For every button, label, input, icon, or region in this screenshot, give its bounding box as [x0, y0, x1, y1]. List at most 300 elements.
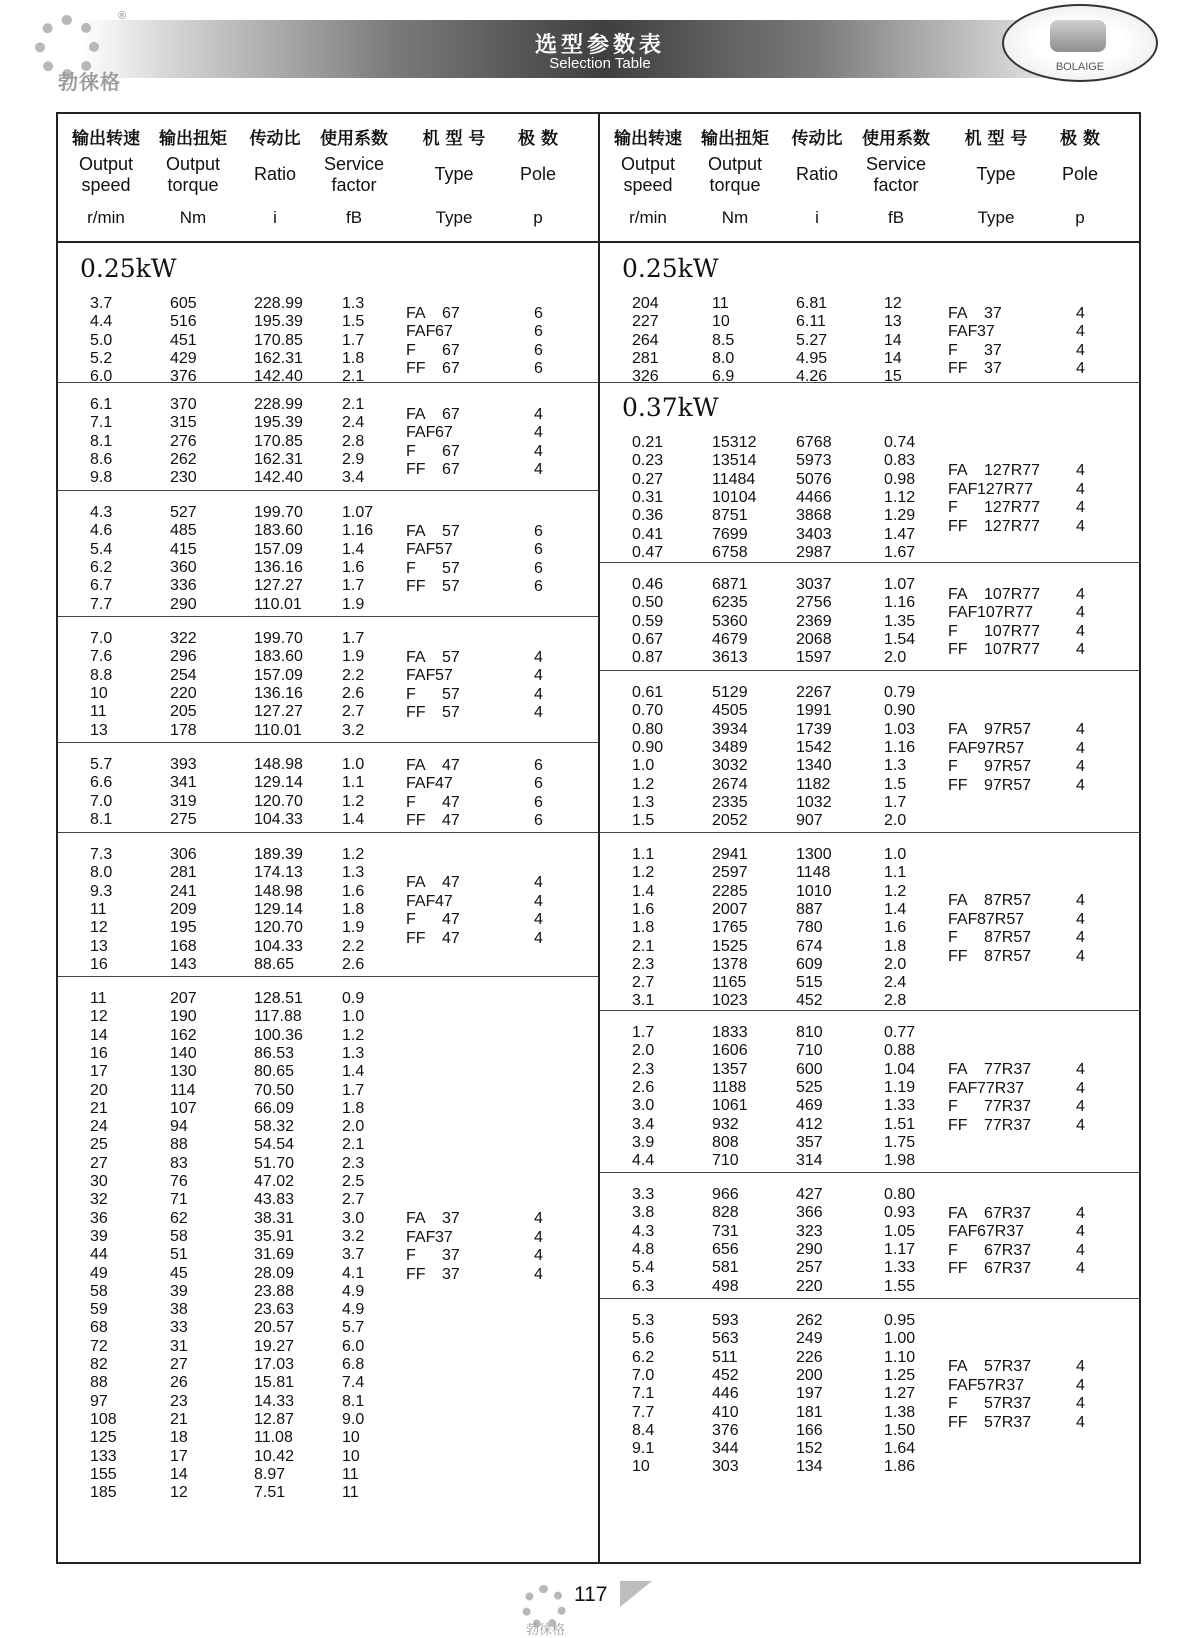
- pole-cell: 6: [534, 541, 543, 559]
- table-row: [600, 683, 1140, 702]
- output-torque-cell: 1765: [712, 919, 748, 937]
- output-speed-cell: 5.7: [90, 756, 113, 773]
- output-torque-cell: 485: [170, 522, 197, 540]
- type-prefix: FF: [948, 641, 968, 659]
- type-prefix: FA: [406, 756, 426, 774]
- output-torque-cell: 710: [712, 1152, 739, 1170]
- type-size: 57: [442, 648, 460, 666]
- type-prefix: FAF: [948, 1079, 978, 1097]
- service-factor-cell: 1.7: [884, 793, 907, 811]
- service-factor-cell: 1.7: [342, 1081, 365, 1099]
- pole-cell: 4: [534, 704, 543, 722]
- output-speed-cell: 0.80: [632, 720, 664, 738]
- output-torque-cell: 581: [712, 1259, 739, 1277]
- service-factor-cell: 2.2: [342, 666, 365, 684]
- type-size: 127R77: [984, 499, 1041, 517]
- column-header-unit: r/min: [629, 208, 667, 227]
- table-row: [58, 1026, 598, 1045]
- column-header-en: [693, 154, 777, 196]
- service-factor-cell: 1.4: [342, 810, 365, 828]
- type-line: [600, 323, 1140, 342]
- service-factor-cell: 6.0: [342, 1337, 365, 1355]
- ratio-cell: 127.27: [254, 703, 303, 721]
- pole-cell: 4: [534, 1228, 543, 1246]
- output-speed-cell: 8.4: [632, 1421, 655, 1439]
- service-factor-cell: 1.33: [884, 1097, 916, 1115]
- pole-cell: 4: [534, 1247, 543, 1265]
- pole-cell: 6: [534, 304, 543, 322]
- table-row: [58, 1117, 598, 1136]
- pole-cell: 4: [1076, 1223, 1085, 1241]
- output-speed-cell: 32: [90, 1191, 108, 1209]
- output-speed-cell: 3.9: [632, 1133, 655, 1151]
- output-speed-cell: 8.1: [90, 810, 113, 828]
- output-speed-cell: 1.6: [632, 900, 655, 918]
- type-size: 67: [442, 304, 460, 322]
- table-row: [600, 811, 1140, 830]
- pole-cell: 4: [1076, 499, 1085, 517]
- type-prefix: FAF: [406, 424, 436, 442]
- output-torque-cell: 341: [170, 774, 197, 792]
- column-header-en-line: Ratio: [795, 164, 839, 184]
- output-speed-cell: 1.7: [632, 1024, 655, 1041]
- ratio-cell: 452: [796, 992, 823, 1010]
- output-speed-cell: 7.0: [632, 1366, 655, 1384]
- type-size: 67: [442, 360, 460, 378]
- ratio-cell: 1739: [796, 720, 832, 738]
- service-factor-cell: 0.83: [884, 452, 916, 470]
- type-size: 87R57: [984, 947, 1032, 965]
- output-torque-cell: 3934: [712, 720, 748, 738]
- ratio-cell: 43.83: [254, 1191, 295, 1209]
- ratio-cell: 5.27: [796, 331, 828, 349]
- ratio-cell: 366: [796, 1204, 823, 1222]
- service-factor-cell: 1.9: [342, 595, 365, 613]
- type-prefix: FA: [948, 585, 968, 603]
- output-speed-cell: 8.1: [90, 432, 113, 450]
- service-factor-cell: 2.1: [342, 396, 365, 413]
- type-group: [600, 305, 1140, 379]
- type-size: 47: [442, 812, 460, 830]
- output-speed-cell: 9.3: [90, 882, 113, 900]
- type-prefix: FA: [406, 405, 426, 423]
- column-header-en: [941, 164, 1051, 185]
- service-factor-cell: 0.77: [884, 1024, 916, 1041]
- type-prefix: FF: [948, 776, 968, 794]
- power-rating: 0.37kW: [622, 393, 719, 422]
- ratio-cell: 134: [796, 1458, 823, 1476]
- service-factor-cell: 2.0: [884, 649, 907, 667]
- pole-cell: 4: [1076, 585, 1085, 603]
- type-size: 97R57: [984, 776, 1032, 794]
- column-header-en-line: Service: [865, 154, 927, 174]
- type-size: 57: [442, 559, 460, 577]
- type-line: [600, 1260, 1140, 1279]
- pole-cell: 6: [534, 578, 543, 596]
- service-factor-cell: 1.3: [342, 295, 365, 312]
- type-line: [600, 481, 1140, 500]
- output-speed-cell: 5.4: [632, 1259, 655, 1277]
- service-factor-cell: 1.5: [342, 313, 365, 331]
- service-factor-cell: 1.6: [342, 558, 365, 576]
- ratio-cell: 129.14: [254, 900, 303, 918]
- ratio-cell: 195.39: [254, 414, 303, 432]
- ratio-cell: 710: [796, 1042, 823, 1060]
- pole-cell: 4: [1076, 929, 1085, 947]
- service-factor-cell: 2.7: [342, 1191, 365, 1209]
- output-torque-cell: 8.0: [712, 349, 735, 367]
- type-prefix: FA: [406, 648, 426, 666]
- table-row: [58, 721, 598, 740]
- service-factor-cell: 1.04: [884, 1060, 916, 1078]
- service-factor-cell: 1.2: [342, 846, 365, 863]
- output-torque-cell: 275: [170, 810, 197, 828]
- column-header-unit: Type: [977, 208, 1015, 227]
- type-prefix: FAF: [406, 667, 436, 685]
- data-block: [600, 832, 1140, 1010]
- type-size: 37: [442, 1247, 460, 1265]
- pole-cell: 6: [534, 775, 543, 793]
- output-speed-cell: 0.47: [632, 543, 664, 561]
- output-torque-cell: 76: [170, 1173, 188, 1190]
- output-torque-cell: 2941: [712, 846, 748, 863]
- ratio-cell: 31.69: [254, 1246, 295, 1264]
- service-factor-cell: 1.7: [342, 577, 365, 595]
- ratio-cell: 110.01: [254, 721, 302, 739]
- type-line: [600, 1358, 1140, 1377]
- service-factor-cell: 1.29: [884, 507, 916, 525]
- type-prefix: FA: [948, 304, 968, 322]
- data-block: [600, 562, 1140, 670]
- service-factor-cell: 1.9: [342, 648, 365, 666]
- service-factor-cell: 2.0: [884, 812, 907, 830]
- type-line: [600, 758, 1140, 777]
- type-line: [600, 1080, 1140, 1099]
- column-header-unit: p: [533, 208, 543, 227]
- column-header-cn: 输出转速: [614, 129, 682, 149]
- output-speed-cell: 4.4: [90, 313, 113, 331]
- output-speed-cell: 0.67: [632, 630, 664, 648]
- output-torque-cell: 88: [170, 1136, 188, 1154]
- pole-cell: 4: [534, 461, 543, 479]
- type-line: [58, 874, 598, 893]
- type-prefix: F: [948, 1241, 958, 1259]
- pole-cell: 4: [1076, 622, 1085, 640]
- data-block: [58, 832, 598, 976]
- table-row: [58, 1447, 598, 1466]
- output-speed-cell: 1.3: [632, 793, 655, 811]
- type-size: 57: [435, 541, 453, 559]
- ratio-cell: 199.70: [254, 630, 303, 647]
- ratio-cell: 148.98: [254, 756, 303, 773]
- gearmotor-icon: [1050, 20, 1106, 52]
- output-torque-cell: 8751: [712, 507, 748, 525]
- type-prefix: FAF: [948, 1376, 978, 1394]
- type-prefix: FAF: [406, 775, 436, 793]
- output-speed-cell: 7.1: [90, 414, 113, 432]
- ratio-cell: 2267: [796, 684, 832, 701]
- pole-cell: 4: [1076, 341, 1085, 359]
- output-torque-cell: 12: [170, 1484, 188, 1502]
- output-speed-cell: 264: [632, 331, 659, 349]
- service-factor-cell: 1.8: [884, 937, 907, 955]
- column-header-en-line: Type: [434, 164, 474, 184]
- column-header-unit: i: [273, 208, 277, 227]
- registered-mark: ®: [118, 10, 127, 22]
- output-torque-cell: 130: [170, 1063, 197, 1081]
- ratio-cell: 226: [796, 1348, 823, 1366]
- output-speed-cell: 11: [90, 900, 107, 918]
- type-prefix: F: [948, 499, 958, 517]
- ratio-cell: 80.65: [254, 1063, 295, 1081]
- output-torque-cell: 51: [170, 1246, 188, 1264]
- ratio-cell: 357: [796, 1133, 823, 1151]
- output-speed-cell: 11: [90, 703, 107, 721]
- output-speed-cell: 3.1: [632, 992, 655, 1010]
- type-size: 97R57: [977, 739, 1025, 757]
- table-row: [600, 1439, 1140, 1458]
- output-torque-cell: 143: [170, 955, 197, 973]
- column-header-cn: 输出扭矩: [701, 129, 769, 149]
- output-torque-cell: 6871: [712, 576, 748, 593]
- type-prefix: FAF: [948, 323, 978, 341]
- ratio-cell: 290: [796, 1240, 823, 1258]
- output-speed-cell: 8.6: [90, 450, 113, 468]
- type-line: [58, 305, 598, 324]
- column-header-unit: i: [815, 208, 819, 227]
- output-torque-cell: 23: [170, 1392, 188, 1410]
- table-row: [58, 1135, 598, 1154]
- ratio-cell: 2369: [796, 612, 832, 630]
- output-torque-cell: 656: [712, 1240, 739, 1258]
- type-size: 37: [977, 323, 995, 341]
- output-speed-cell: 1.5: [632, 812, 655, 830]
- table-row: [600, 1311, 1140, 1330]
- pole-cell: 4: [1076, 1376, 1085, 1394]
- pole-cell: 4: [1076, 776, 1085, 794]
- ratio-cell: 220: [796, 1277, 823, 1295]
- pole-cell: 4: [1076, 641, 1085, 659]
- type-line: [58, 323, 598, 342]
- ratio-cell: 136.16: [254, 558, 303, 576]
- output-torque-cell: 114: [170, 1081, 196, 1099]
- type-size: 37: [984, 304, 1002, 322]
- service-factor-cell: 0.74: [884, 434, 916, 451]
- type-size: 37: [442, 1265, 460, 1283]
- service-factor-cell: 3.2: [342, 1227, 365, 1245]
- type-prefix: FF: [948, 517, 968, 535]
- output-speed-cell: 0.61: [632, 684, 664, 701]
- ratio-cell: 88.65: [254, 955, 295, 973]
- output-speed-cell: 10: [632, 1458, 650, 1476]
- service-factor-cell: 1.2: [342, 792, 365, 810]
- type-prefix: F: [406, 559, 416, 577]
- output-speed-cell: 7.3: [90, 846, 113, 863]
- output-torque-cell: 94: [170, 1118, 188, 1136]
- pole-cell: 4: [1076, 1358, 1085, 1376]
- column-header-en-line: Type: [976, 164, 1016, 184]
- ratio-cell: 104.33: [254, 937, 303, 955]
- service-factor-cell: 3.0: [342, 1209, 365, 1227]
- page-number: 117: [574, 1583, 608, 1606]
- output-torque-cell: 376: [712, 1421, 739, 1439]
- column-header-en-line: Output: [707, 154, 763, 174]
- service-factor-cell: 8.1: [342, 1392, 365, 1410]
- header-rule: [58, 241, 1139, 243]
- type-prefix: FAF: [406, 1228, 436, 1246]
- table-row: [600, 1041, 1140, 1060]
- service-factor-cell: 3.4: [342, 469, 365, 487]
- service-factor-cell: 1.3: [884, 757, 907, 775]
- type-prefix: FA: [948, 892, 968, 910]
- type-size: 37: [984, 341, 1002, 359]
- output-speed-cell: 5.2: [90, 349, 113, 367]
- type-size: 67: [442, 341, 460, 359]
- type-group: [600, 586, 1140, 660]
- ratio-cell: 1991: [796, 702, 832, 720]
- selection-table: [56, 112, 1141, 1564]
- ratio-cell: 200: [796, 1366, 823, 1384]
- output-speed-cell: 5.6: [632, 1330, 655, 1348]
- output-torque-cell: 241: [170, 882, 197, 900]
- type-line: [58, 461, 598, 480]
- column-header-en: [606, 154, 690, 196]
- ratio-cell: 70.50: [254, 1081, 295, 1099]
- data-block: [600, 670, 1140, 832]
- service-factor-cell: 1.1: [342, 774, 365, 792]
- pole-cell: 4: [1076, 1079, 1085, 1097]
- ratio-cell: 166: [796, 1421, 823, 1439]
- output-torque-cell: 605: [170, 295, 197, 312]
- service-factor-cell: 11: [342, 1484, 359, 1502]
- type-prefix: FA: [406, 522, 426, 540]
- output-speed-cell: 4.4: [632, 1152, 655, 1170]
- type-prefix: FAF: [406, 541, 436, 559]
- column-header-en-line: speed: [81, 175, 131, 195]
- service-factor-cell: 1.98: [884, 1152, 916, 1170]
- ratio-cell: 66.09: [254, 1099, 295, 1117]
- type-size: 37: [442, 1210, 460, 1228]
- output-torque-cell: 11: [712, 295, 729, 312]
- output-speed-cell: 4.3: [632, 1222, 655, 1240]
- type-line: [600, 1205, 1140, 1224]
- output-speed-cell: 2.3: [632, 1060, 655, 1078]
- column-header-en: [312, 154, 396, 196]
- output-torque-cell: 58: [170, 1227, 188, 1245]
- service-factor-cell: 1.17: [884, 1240, 916, 1258]
- ratio-cell: 120.70: [254, 919, 303, 937]
- output-torque-cell: 376: [170, 368, 197, 386]
- output-speed-cell: 7.7: [90, 595, 113, 613]
- type-prefix: F: [948, 758, 958, 776]
- pole-cell: 4: [1076, 1241, 1085, 1259]
- output-speed-cell: 0.41: [632, 525, 664, 543]
- pole-cell: 4: [1076, 517, 1085, 535]
- output-torque-cell: 2052: [712, 812, 748, 830]
- pole-cell: 4: [1076, 462, 1085, 480]
- type-line: [600, 305, 1140, 324]
- output-torque-cell: 303: [712, 1458, 739, 1476]
- pole-cell: 6: [534, 360, 543, 378]
- pole-cell: 4: [534, 648, 543, 666]
- ratio-cell: 148.98: [254, 882, 303, 900]
- output-speed-cell: 10: [90, 684, 108, 702]
- output-torque-cell: 1378: [712, 955, 748, 973]
- output-speed-cell: 8.8: [90, 666, 113, 684]
- type-prefix: F: [406, 1247, 416, 1265]
- type-prefix: F: [406, 341, 416, 359]
- output-speed-cell: 5.4: [90, 540, 113, 558]
- output-speed-cell: 2.6: [632, 1078, 655, 1096]
- column-header-en: [399, 164, 509, 185]
- output-speed-cell: 326: [632, 368, 659, 386]
- ratio-cell: 15.81: [254, 1374, 295, 1392]
- output-speed-cell: 185: [90, 1484, 117, 1502]
- ratio-cell: 117.88: [254, 1008, 302, 1026]
- pole-cell: 4: [534, 667, 543, 685]
- output-speed-cell: 39: [90, 1227, 108, 1245]
- pole-cell: 4: [1076, 892, 1085, 910]
- output-speed-cell: 6.3: [632, 1277, 655, 1295]
- type-prefix: F: [948, 622, 958, 640]
- table-row: [58, 1428, 598, 1447]
- type-group: [58, 1210, 598, 1284]
- output-speed-cell: 44: [90, 1246, 108, 1264]
- output-speed-cell: 9.8: [90, 469, 113, 487]
- output-torque-cell: 3032: [712, 757, 748, 775]
- service-factor-cell: 1.54: [884, 630, 916, 648]
- type-prefix: FA: [948, 462, 968, 480]
- column-header-en-line: Output: [165, 154, 221, 174]
- type-prefix: FF: [948, 1413, 968, 1431]
- table-row: [600, 991, 1140, 1010]
- type-size: 67R37: [984, 1260, 1032, 1278]
- pole-cell: 4: [534, 874, 543, 892]
- type-prefix: FA: [948, 1358, 968, 1376]
- data-block: [600, 1010, 1140, 1172]
- output-torque-cell: 516: [170, 313, 197, 331]
- service-factor-cell: 0.79: [884, 684, 916, 701]
- table-row: [58, 1373, 598, 1392]
- service-factor-cell: 1.8: [342, 349, 365, 367]
- type-line: [600, 911, 1140, 930]
- output-torque-cell: 2007: [712, 900, 748, 918]
- output-torque-cell: 2335: [712, 793, 748, 811]
- output-speed-cell: 24: [90, 1118, 108, 1136]
- column-header-cn: 传动比: [249, 129, 301, 149]
- table-row: [600, 1329, 1140, 1348]
- title-cn: 选型参数表: [534, 32, 665, 58]
- output-speed-cell: 1.4: [632, 882, 655, 900]
- type-line: [58, 406, 598, 425]
- type-line: [58, 342, 598, 361]
- pole-cell: 4: [1076, 1098, 1085, 1116]
- type-line: [600, 342, 1140, 361]
- type-line: [58, 775, 598, 794]
- output-speed-cell: 125: [90, 1429, 117, 1447]
- ratio-cell: 4.26: [796, 368, 828, 386]
- output-torque-cell: 205: [170, 703, 197, 721]
- type-prefix: FAF: [406, 323, 436, 341]
- output-speed-cell: 0.31: [632, 488, 664, 506]
- type-line: [58, 424, 598, 443]
- type-prefix: FA: [406, 874, 426, 892]
- output-torque-cell: 410: [712, 1403, 739, 1421]
- output-torque-cell: 190: [170, 1008, 197, 1026]
- pole-cell: 4: [534, 405, 543, 423]
- service-factor-cell: 1.0: [342, 1008, 365, 1026]
- service-factor-cell: 1.9: [342, 919, 365, 937]
